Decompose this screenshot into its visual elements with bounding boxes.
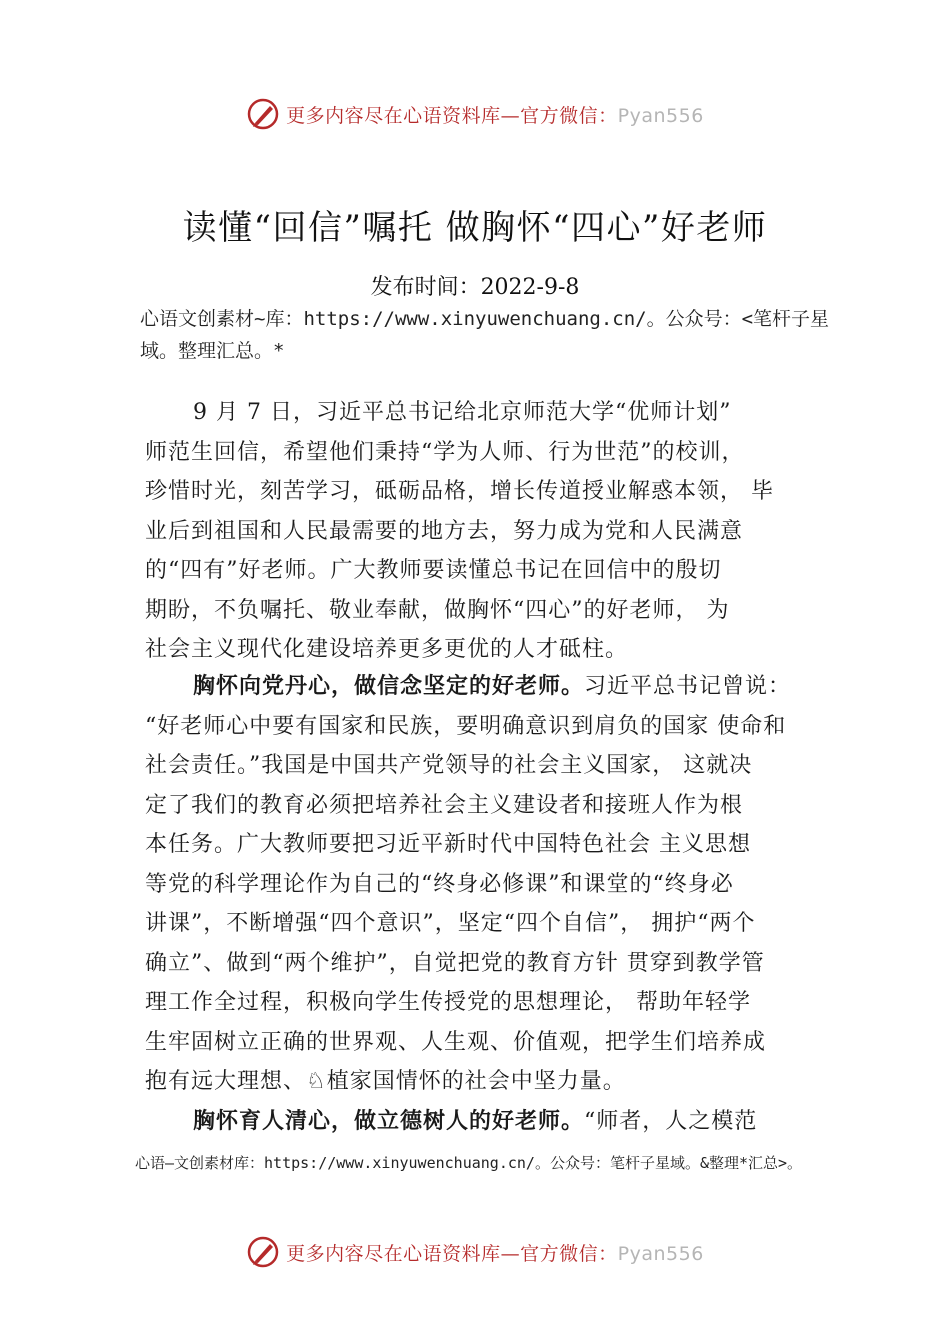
paragraph-line: 讲课”，不断增强“四个意识”，坚定“四个自信”， 拥护“两个 (145, 911, 756, 936)
paragraph-1 (145, 393, 835, 670)
paragraph-line: 业后到祖国和人民最需要的地方去，努力成为党和人民满意 (145, 518, 744, 544)
article-title: 读懂“回信”嘱托 做胸怀“四心”好老师 (182, 208, 768, 248)
paragraph-2 (145, 667, 835, 1102)
paragraph-3 (145, 1102, 835, 1142)
paragraph-line: 理工作全过程，积极向学生传授党的思想理论， 帮助年轻学 (145, 990, 751, 1015)
paragraph-first-line (145, 667, 835, 707)
paragraph-line: 期盼，不负嘱托、敬业奉献，做胸怀“四心”的好老师， 为 (145, 597, 730, 623)
banner-wechat-id: Pyan556 (617, 104, 704, 127)
paragraph-line-rest: “师者，人之模范 (584, 1109, 758, 1134)
quill-pen-logo-icon (246, 97, 280, 131)
paragraph-line: 社会责任。”我国是中国共产党领导的社会主义国家， 这就决 (145, 753, 753, 778)
banner-text: 更多内容尽在心语资料库—官方微信：Pyan556 (286, 1242, 704, 1265)
paragraph-line: 定了我们的教育必须把培养社会主义建设者和接班人作为根 (145, 792, 744, 818)
paragraph-line: 珍惜时光，刻苦学习，砥砺品格，增长传道授业解惑本领， 毕 (145, 479, 774, 504)
quill-pen-logo-icon (246, 1235, 280, 1269)
bottom-banner (0, 1232, 950, 1272)
banner-text: 更多内容尽在心语资料库—官方微信：Pyan556 (286, 104, 704, 127)
paragraph-line: 的“四有”好老师。广大教师要读懂总书记在回信中的殷切 (145, 558, 722, 583)
paragraph-line: 本任务。广大教师要把习近平新时代中国特色社会 主义思想 (145, 832, 751, 857)
source-note: 心语文创素材~库：https://www.xinyuwenchuang.cn/。公众号：<笔杆子星域。整理汇总。* (140, 308, 830, 362)
paragraph-heading: 胸怀向党丹心，做信念坚定的好老师。 (193, 674, 585, 699)
paragraph-heading: 胸怀育人清心，做立德树人的好老师。 (193, 1109, 585, 1134)
paragraph-line: 确立”、做到“两个维护”，自觉把党的教育方针 贯穿到教学管 (145, 950, 765, 976)
paragraph-line: 生牢固树立正确的世界观、人生观、价值观，把学生们培养成 (145, 1029, 767, 1055)
paragraph-line: 等党的科学理论作为自己的“终身必修课”和课堂的“终身必 (145, 871, 734, 897)
paragraph-line: “好老师心中要有国家和民族，要明确意识到肩负的国家 使命和 (145, 713, 787, 739)
banner-wechat-id: Pyan556 (617, 1242, 704, 1265)
paragraph-line: 社会主义现代化建设培养更多更优的人才砥柱。 (145, 637, 629, 662)
footer-note: 心语—文创素材库：https://www.xinyuwenchuang.cn/。公众号：笔杆子星域。&整理*汇总>。 (135, 1154, 803, 1172)
paragraph-line: 抱有远大理想、♘植家国情怀的社会中坚力量。 (145, 1069, 626, 1094)
top-banner (0, 94, 950, 134)
paragraph-line: 师范生回信，希望他们秉持“学为人师、行为世范”的校训， (145, 439, 745, 465)
paragraph-first-line (145, 1102, 835, 1142)
paragraph-line: 9 月 7 日，习近平总书记给北京师范大学“优师计划” (193, 400, 732, 425)
publish-date: 发布时间：2022-9-8 (370, 275, 580, 300)
paragraph-line-rest: 习近平总书记曾说： (584, 674, 792, 699)
